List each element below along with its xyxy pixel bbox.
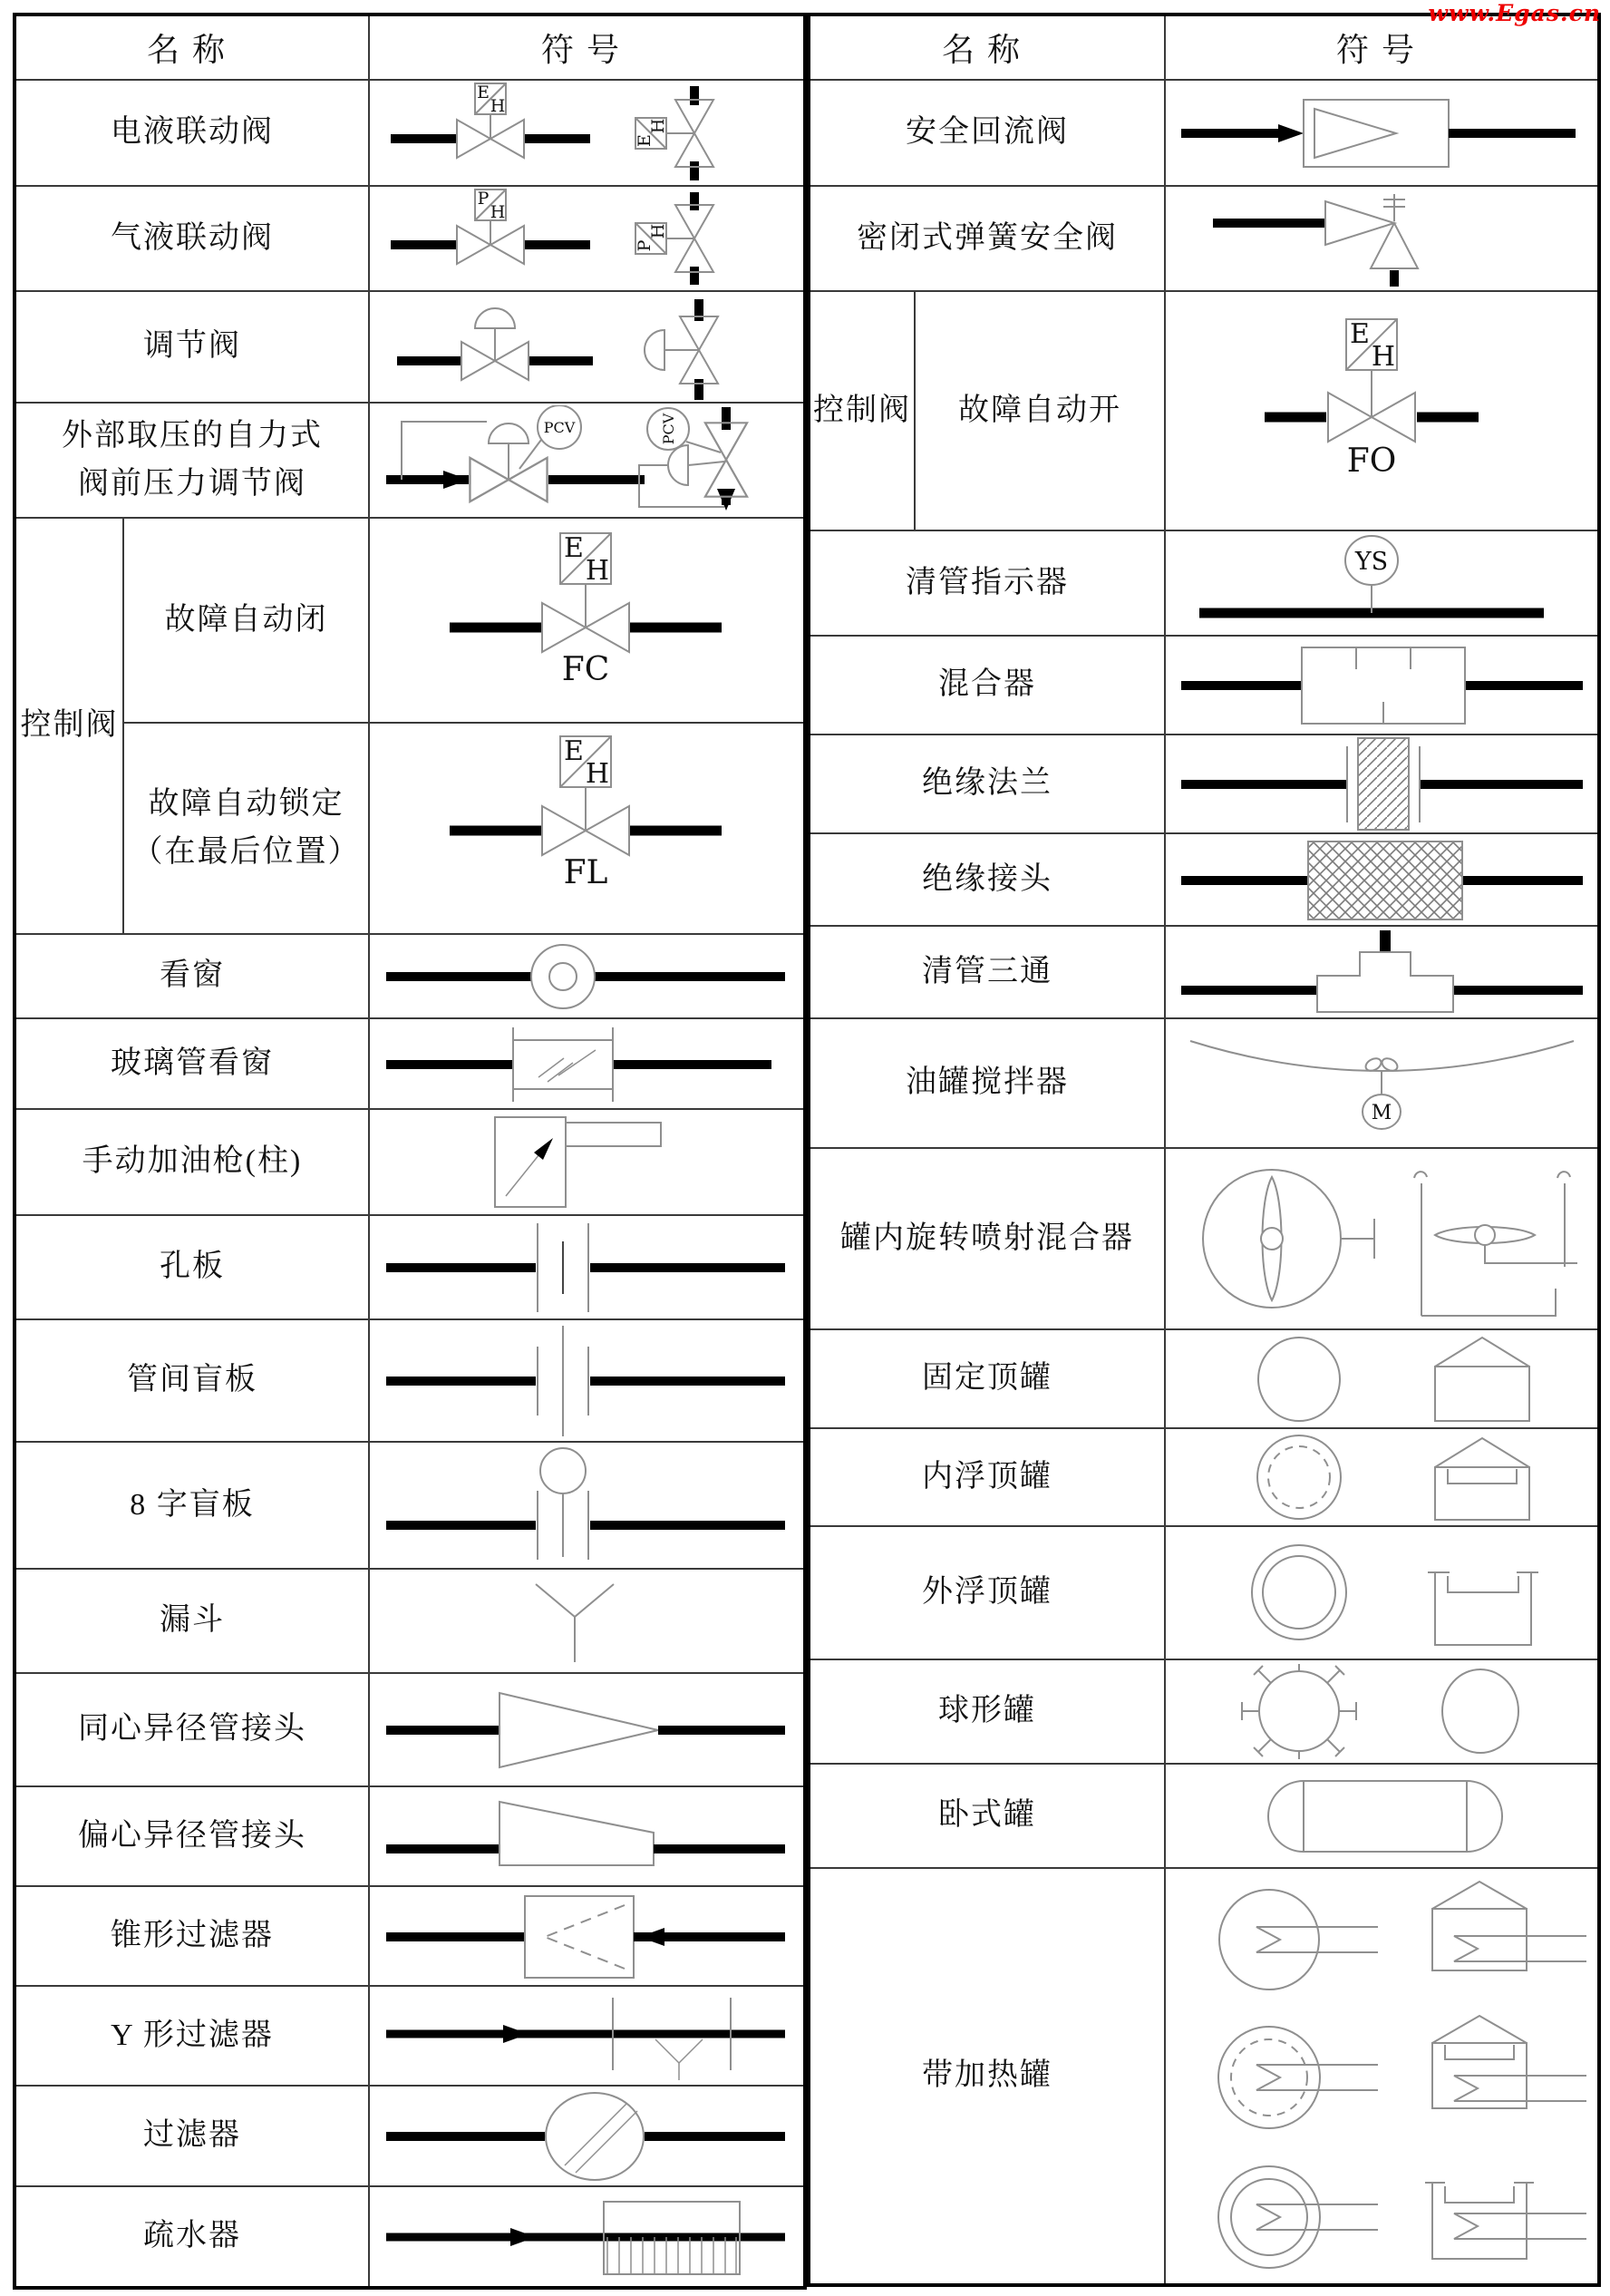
svg-text:E: E bbox=[563, 532, 584, 564]
symbol-cell bbox=[369, 186, 805, 291]
symbol-heated-tanks bbox=[1168, 1871, 1596, 2282]
svg-text:E: E bbox=[476, 83, 490, 102]
symbol-glass-tube-sight-window bbox=[373, 1021, 801, 1106]
name-cell: 同心异径管接头 bbox=[15, 1673, 369, 1786]
name-cell: 漏斗 bbox=[15, 1569, 369, 1673]
table-row bbox=[809, 833, 1599, 926]
symbol-table-left bbox=[13, 13, 807, 2290]
svg-text:FL: FL bbox=[563, 854, 607, 891]
symbol-concentric-reducer bbox=[373, 1676, 801, 1784]
name-cell bbox=[123, 723, 369, 934]
svg-text:H: H bbox=[647, 223, 668, 239]
symbol-insulating-joint bbox=[1168, 836, 1596, 923]
symbol-cell bbox=[369, 1319, 805, 1442]
name-cell: 偏心异径管接头 bbox=[15, 1786, 369, 1886]
symbol-cell bbox=[369, 934, 805, 1018]
name-cell: 混合器 bbox=[809, 636, 1165, 735]
table-row bbox=[15, 1886, 805, 1986]
header-name: 名称 bbox=[809, 15, 1165, 80]
name-line: 外部取压的自力式 bbox=[62, 418, 323, 452]
name-cell: 锥形过滤器 bbox=[15, 1886, 369, 1986]
symbol-cell bbox=[369, 2186, 805, 2288]
symbol-cell bbox=[1165, 1868, 1599, 2285]
table-row bbox=[15, 1442, 805, 1569]
name-cell: 内浮顶罐 bbox=[809, 1428, 1165, 1526]
symbol-cell bbox=[1165, 1526, 1599, 1659]
symbol-sight-window bbox=[373, 937, 801, 1016]
symbol-line-blind bbox=[373, 1322, 801, 1439]
symbol-external-floating-roof-tank bbox=[1168, 1529, 1596, 1657]
table-row bbox=[809, 1526, 1599, 1659]
table-row bbox=[15, 723, 805, 934]
svg-text:H: H bbox=[1371, 341, 1395, 373]
table-row bbox=[15, 1018, 805, 1109]
symbol-cell bbox=[369, 1442, 805, 1569]
table-row bbox=[15, 291, 805, 403]
symbol-manual-fuel-gun bbox=[373, 1112, 801, 1212]
svg-text:FC: FC bbox=[561, 651, 609, 688]
name-cell: 孔板 bbox=[15, 1215, 369, 1319]
name-cell: 带加热罐 bbox=[809, 1868, 1165, 2285]
name-cell: 卧式罐 bbox=[809, 1764, 1165, 1868]
table-row bbox=[809, 186, 1599, 291]
svg-text:H: H bbox=[490, 202, 505, 222]
svg-text:H: H bbox=[585, 555, 609, 587]
symbol-pneumatic-hydraulic-valve bbox=[373, 189, 801, 288]
name-cell: 玻璃管看窗 bbox=[15, 1018, 369, 1109]
symbol-mixer bbox=[1168, 638, 1596, 732]
table-row bbox=[15, 1986, 805, 2086]
symbol-cell bbox=[1165, 735, 1599, 833]
table-row bbox=[809, 735, 1599, 833]
header-symbol: 符号 bbox=[369, 15, 805, 80]
table-row bbox=[15, 186, 805, 291]
symbol-figure8-blind bbox=[373, 1445, 801, 1566]
symbol-self-operated-pressure-regulator bbox=[373, 405, 801, 515]
symbol-fail-close-valve bbox=[373, 520, 801, 720]
symbol-fail-lock-valve bbox=[373, 725, 801, 931]
symbol-horizontal-tank bbox=[1168, 1766, 1596, 1865]
symbol-cell bbox=[1165, 186, 1599, 291]
name-cell: 故障自动闭 bbox=[123, 518, 369, 723]
symbol-pig-tee bbox=[1168, 929, 1596, 1016]
svg-text:E: E bbox=[563, 735, 584, 767]
name-cell: 安全回流阀 bbox=[809, 80, 1165, 186]
table-row bbox=[15, 1215, 805, 1319]
table-row bbox=[809, 1659, 1599, 1764]
name-cell: 清管指示器 bbox=[809, 530, 1165, 636]
table-row bbox=[809, 291, 1599, 530]
symbol-spherical-tank bbox=[1168, 1662, 1596, 1761]
svg-text:P: P bbox=[634, 239, 655, 252]
name-cell: 罐内旋转喷射混合器 bbox=[809, 1148, 1165, 1329]
name-cell: 电液联动阀 bbox=[15, 80, 369, 186]
symbol-cell bbox=[1165, 1329, 1599, 1428]
svg-text:H: H bbox=[490, 96, 505, 116]
symbol-orifice-plate bbox=[373, 1218, 801, 1317]
name-cell: 手动加油枪(柱) bbox=[15, 1109, 369, 1215]
symbol-steam-trap bbox=[373, 2189, 801, 2285]
symbol-electro-hydraulic-valve bbox=[373, 83, 801, 183]
symbol-cell bbox=[369, 1886, 805, 1986]
symbol-cell bbox=[1165, 530, 1599, 636]
name-cell: 清管三通 bbox=[809, 926, 1165, 1018]
symbol-cell bbox=[369, 80, 805, 186]
symbol-safety-return-valve bbox=[1168, 83, 1596, 183]
table-row bbox=[15, 1569, 805, 1673]
name-cell: 绝缘接头 bbox=[809, 833, 1165, 926]
name-line: （在最后位置） bbox=[131, 834, 361, 869]
name-cell: 疏水器 bbox=[15, 2186, 369, 2288]
table-row bbox=[15, 2086, 805, 2186]
svg-text:PCV: PCV bbox=[659, 413, 677, 445]
symbol-cell bbox=[369, 2086, 805, 2186]
table-row bbox=[15, 934, 805, 1018]
name-line: 阀前压力调节阀 bbox=[78, 466, 306, 501]
symbol-cone-strainer bbox=[373, 1889, 801, 1984]
svg-text:PCV: PCV bbox=[543, 419, 575, 436]
name-cell bbox=[15, 403, 369, 518]
table-row bbox=[15, 518, 805, 723]
svg-text:P: P bbox=[477, 189, 489, 209]
symbol-cell bbox=[369, 403, 805, 518]
table-row bbox=[809, 1764, 1599, 1868]
symbol-cell bbox=[1165, 1018, 1599, 1148]
name-cell: 8 字盲板 bbox=[15, 1442, 369, 1569]
table-row bbox=[809, 1329, 1599, 1428]
symbol-cell bbox=[369, 1018, 805, 1109]
symbol-cell bbox=[369, 1569, 805, 1673]
table-row bbox=[809, 1148, 1599, 1329]
symbol-y-strainer bbox=[373, 1989, 801, 2084]
name-cell: 绝缘法兰 bbox=[809, 735, 1165, 833]
symbol-pig-indicator bbox=[1168, 533, 1596, 633]
svg-text:H: H bbox=[585, 758, 609, 790]
svg-text:E: E bbox=[634, 134, 655, 147]
symbol-cell bbox=[369, 1986, 805, 2086]
svg-text:YS: YS bbox=[1354, 548, 1388, 576]
table-row bbox=[15, 1673, 805, 1786]
table-row bbox=[15, 403, 805, 518]
table-row bbox=[15, 1319, 805, 1442]
symbol-cell bbox=[1165, 1428, 1599, 1526]
table-row bbox=[809, 636, 1599, 735]
table-row bbox=[809, 1868, 1599, 2285]
table-row bbox=[809, 1428, 1599, 1526]
name-cell: 球形罐 bbox=[809, 1659, 1165, 1764]
table-row bbox=[15, 80, 805, 186]
table-row bbox=[15, 1786, 805, 1886]
table-row bbox=[809, 926, 1599, 1018]
svg-text:M: M bbox=[1371, 1102, 1392, 1124]
svg-text:FO: FO bbox=[1346, 443, 1396, 480]
group-cell: 控制阀 bbox=[809, 291, 915, 530]
svg-text:E: E bbox=[1349, 318, 1370, 350]
group-cell: 控制阀 bbox=[15, 518, 123, 934]
table-row bbox=[15, 1109, 805, 1215]
table-row bbox=[15, 15, 805, 80]
name-cell: 油罐搅拌器 bbox=[809, 1018, 1165, 1148]
name-cell: Y 形过滤器 bbox=[15, 1986, 369, 2086]
table-row bbox=[809, 530, 1599, 636]
symbol-fixed-roof-tank bbox=[1168, 1332, 1596, 1425]
symbol-cell bbox=[369, 1786, 805, 1886]
table-row bbox=[809, 1018, 1599, 1148]
symbol-tank-agitator bbox=[1168, 1021, 1596, 1145]
name-line: 故障自动锁定 bbox=[148, 786, 344, 821]
watermark-text: www.Egas.cn bbox=[1428, 0, 1601, 26]
symbol-cell bbox=[1165, 833, 1599, 926]
symbol-fail-open-valve bbox=[1168, 294, 1596, 528]
svg-text:H: H bbox=[647, 118, 668, 134]
symbol-cell bbox=[1165, 1764, 1599, 1868]
symbol-eccentric-reducer bbox=[373, 1789, 801, 1883]
symbol-cell bbox=[369, 518, 805, 723]
symbol-cell bbox=[1165, 636, 1599, 735]
name-cell: 过滤器 bbox=[15, 2086, 369, 2186]
symbol-regulating-valve bbox=[373, 294, 801, 400]
symbol-cell bbox=[1165, 291, 1599, 530]
symbol-cell bbox=[1165, 926, 1599, 1018]
symbol-cell bbox=[369, 1109, 805, 1215]
symbol-internal-floating-roof-tank bbox=[1168, 1431, 1596, 1523]
name-cell: 外浮顶罐 bbox=[809, 1526, 1165, 1659]
symbol-cell bbox=[369, 291, 805, 403]
header-name: 名称 bbox=[15, 15, 369, 80]
symbol-table-right bbox=[807, 13, 1601, 2287]
symbol-rotary-jet-mixer bbox=[1168, 1151, 1596, 1327]
name-cell: 固定顶罐 bbox=[809, 1329, 1165, 1428]
symbol-cell bbox=[1165, 1148, 1599, 1329]
symbol-insulating-flange bbox=[1168, 737, 1596, 831]
header-symbol: 符号 bbox=[1165, 15, 1599, 80]
name-cell: 管间盲板 bbox=[15, 1319, 369, 1442]
symbol-filter bbox=[373, 2089, 801, 2183]
symbol-cell bbox=[1165, 80, 1599, 186]
symbol-cell bbox=[369, 1215, 805, 1319]
name-cell: 密闭式弹簧安全阀 bbox=[809, 186, 1165, 291]
table-row bbox=[809, 80, 1599, 186]
table-row bbox=[15, 2186, 805, 2288]
name-cell: 看窗 bbox=[15, 934, 369, 1018]
symbol-funnel bbox=[373, 1571, 801, 1670]
name-cell: 气液联动阀 bbox=[15, 186, 369, 291]
symbol-cell bbox=[369, 1673, 805, 1786]
symbol-cell bbox=[369, 723, 805, 934]
symbol-closed-spring-safety-valve bbox=[1168, 189, 1596, 288]
name-cell: 故障自动开 bbox=[915, 291, 1165, 530]
symbol-cell bbox=[1165, 1659, 1599, 1764]
name-cell: 调节阀 bbox=[15, 291, 369, 403]
